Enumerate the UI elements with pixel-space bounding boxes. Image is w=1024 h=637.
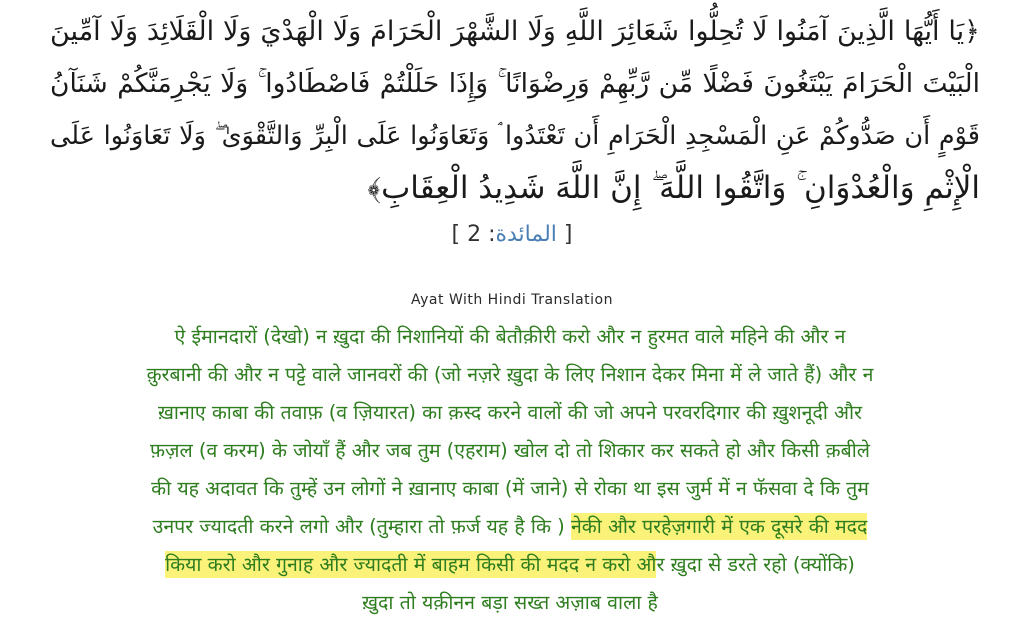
hindi-line-6 [40,508,980,546]
arabic-line-3: قَوْمٍ أَن صَدُّوكُمْ عَنِ الْمَسْجِدِ الْحَرَامِ أَن تَعْتَدُوا ۘ وَتَعَاوَنُوا عَلَى الْبِرِّ وَالتَّقْوَىٰ ۖ وَلَا تَعَاوَنُوا عَلَى [50,121,980,151]
hindi-line-7-plain: र ख़ुदा से डरते रहो (क्योंकि) [656,553,855,576]
arabic-line-4: الْإِثْمِ وَالْعُدْوَانِ ۚ وَاتَّقُوا اللَّهَ ۖ إِنَّ اللَّهَ شَدِيدُ الْعِقَابِ﴾ [367,170,980,206]
ayah-number: 2 [467,222,482,247]
arabic-verse [50,6,980,214]
bracket-open: [ [556,222,573,247]
surah-reference [0,222,1024,247]
surah-name: المائدة [495,222,557,247]
hindi-line-8: ख़ुदा तो यक़ीनन बड़ा सख्त अज़ाब वाला है [362,591,658,614]
section-heading: Ayat With Hindi Translation [411,292,613,308]
hindi-line-4: फ़ज़ल (व करम) के जोयाँ हैं और जब तुम (एहराम) खोल दो तो शिकार कर सकते हो और किसी क़बीले [149,439,871,462]
hindi-line-5: की यह अदावत कि तुम्हें उन लोगों ने ख़ानाए काबा (में जाने) से रोका था इस जुर्म में न फॅसवा दे कि तुम [151,477,869,500]
bracket-close: ] [451,222,468,247]
highlighted-text: किया करो और गुनाह और ज्यादती में बाहम किसी की मदद न करो औ [165,553,657,576]
arabic-line-1: ﴿يَا أَيُّهَا الَّذِينَ آمَنُوا لَا تُحِلُّوا شَعَائِرَ اللَّهِ وَلَا الشَّهْرَ الْحَرَامَ وَلَا الْهَدْيَ وَلَا الْقَلَائِدَ وَلَا آمِّينَ [50,16,980,47]
hindi-line-7 [40,546,980,584]
hindi-line-1: ऐ ईमानदारों (देखो) न ख़ुदा की निशानियों की बेतौक़ीरी करो और न हुरमत वाले महिने की और न [174,325,846,348]
hindi-translation [40,318,980,622]
colon: : [481,222,496,247]
highlighted-text: नेकी और परहेज़गारी में एक दूसरे की मदद [570,515,868,538]
hindi-line-6-plain: उनपर ज्यादती करने लगो और (तुम्हारा तो फ़र्ज यह है कि ) [152,515,571,538]
hindi-line-3: ख़ानाए काबा की तवाफ़ (व ज़ियारत) का क़स्द करने वालों की जो अपने परवरदिगार की ख़ुशनूदी और [157,401,863,424]
arabic-line-2: الْبَيْتَ الْحَرَامَ يَبْتَغُونَ فَضْلًا مِّن رَّبِّهِمْ وَرِضْوَانًا ۚ وَإِذَا حَلَلْتُمْ فَاصْطَادُوا ۚ وَلَا يَجْرِمَنَّكُمْ شَنَآنُ [50,68,980,99]
hindi-line-2: क़ुरबानी की और न पट्टे वाले जानवरों की (जो नज़रे ख़ुदा के लिए निशान देकर मिना में ले जाते हैं) और न [146,363,874,386]
